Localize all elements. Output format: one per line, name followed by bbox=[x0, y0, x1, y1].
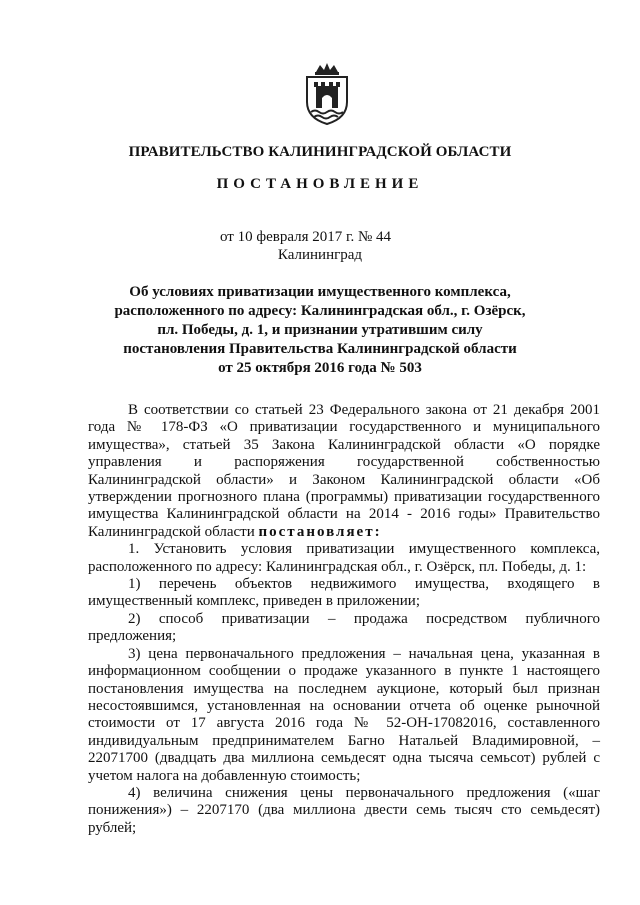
subject-line: пл. Победы, д. 1, и признании утратившим силу bbox=[157, 322, 483, 338]
document-date-number: от 10 февраля 2017 г. № 44 bbox=[220, 229, 392, 245]
subject-line: от 25 октября 2016 года № 503 bbox=[218, 360, 422, 376]
subject-line: Об условиях приватизации имущественного комплекса, bbox=[129, 284, 511, 300]
subject-line: расположенного по адресу: Калининградская обл., г. Озёрск, bbox=[114, 303, 526, 319]
document-body bbox=[88, 402, 600, 837]
clause-paragraph: 1) перечень объектов недвижимого имущества, входящего в имущественный комплекс, приведен в приложении; bbox=[88, 576, 600, 610]
government-title: ПРАВИТЕЛЬСТВО КАЛИНИНГРАДСКОЙ ОБЛАСТИ bbox=[128, 144, 512, 160]
intro-text: В соответствии со статьей 23 Федерального закона от 21 декабря 2001 года № 178-ФЗ «О приватизации государственного и муниципального имущества», статьей 35 Закона Калининградской области «О порядке управления и распоряжения государственной собственностью Калининградской области» и Законом Калининградской области «Об утверждении прогнозного плана (программы) приватизации государственного имущества Калининградской области на 2014 - 2016 годы» Правительство Калининградской области bbox=[88, 402, 600, 540]
coat-of-arms-icon bbox=[302, 62, 352, 126]
clause-paragraph: 2) способ приватизации – продажа посредством публичного предложения; bbox=[88, 610, 600, 645]
decree-word: постановляет: bbox=[258, 523, 382, 540]
clause-paragraph: 1. Установить условия приватизации имущественного комплекса, расположенного по адресу: Калининградская обл., г. Озёрск, пл. Победы, д. 1: bbox=[88, 541, 600, 575]
document-type: ПОСТАНОВЛЕНИЕ bbox=[216, 176, 424, 192]
clause-paragraph: 4) величина снижения цены первоначального предложения («шаг понижения») – 2207170 (два миллиона двести семь тысяч сто семьдесят) рублей; bbox=[88, 784, 600, 836]
subject-line: постановления Правительства Калининградской области bbox=[123, 341, 517, 357]
document-subject bbox=[100, 283, 540, 378]
intro-paragraph bbox=[88, 402, 600, 541]
document-city: Калининград bbox=[277, 247, 363, 263]
clause-paragraph: 3) цена первоначального предложения – начальная цена, указанная в информационном сообщении о продаже указанного в пункте 1 настоящего постановления имущества на последнем аукционе, который был признан несостоявшимся, установленная на основании отчета об оценке рыночной стоимости от 17 августа 2016 года № 52-ОН-17082016, составленного индивидуальным предпринимателем Багно Натальей Владимировной, – 22071700 (двадцать два миллиона семьдесят одна тысяча семьсот) рублей с учетом налога на добавленную стоимость; bbox=[88, 645, 600, 784]
